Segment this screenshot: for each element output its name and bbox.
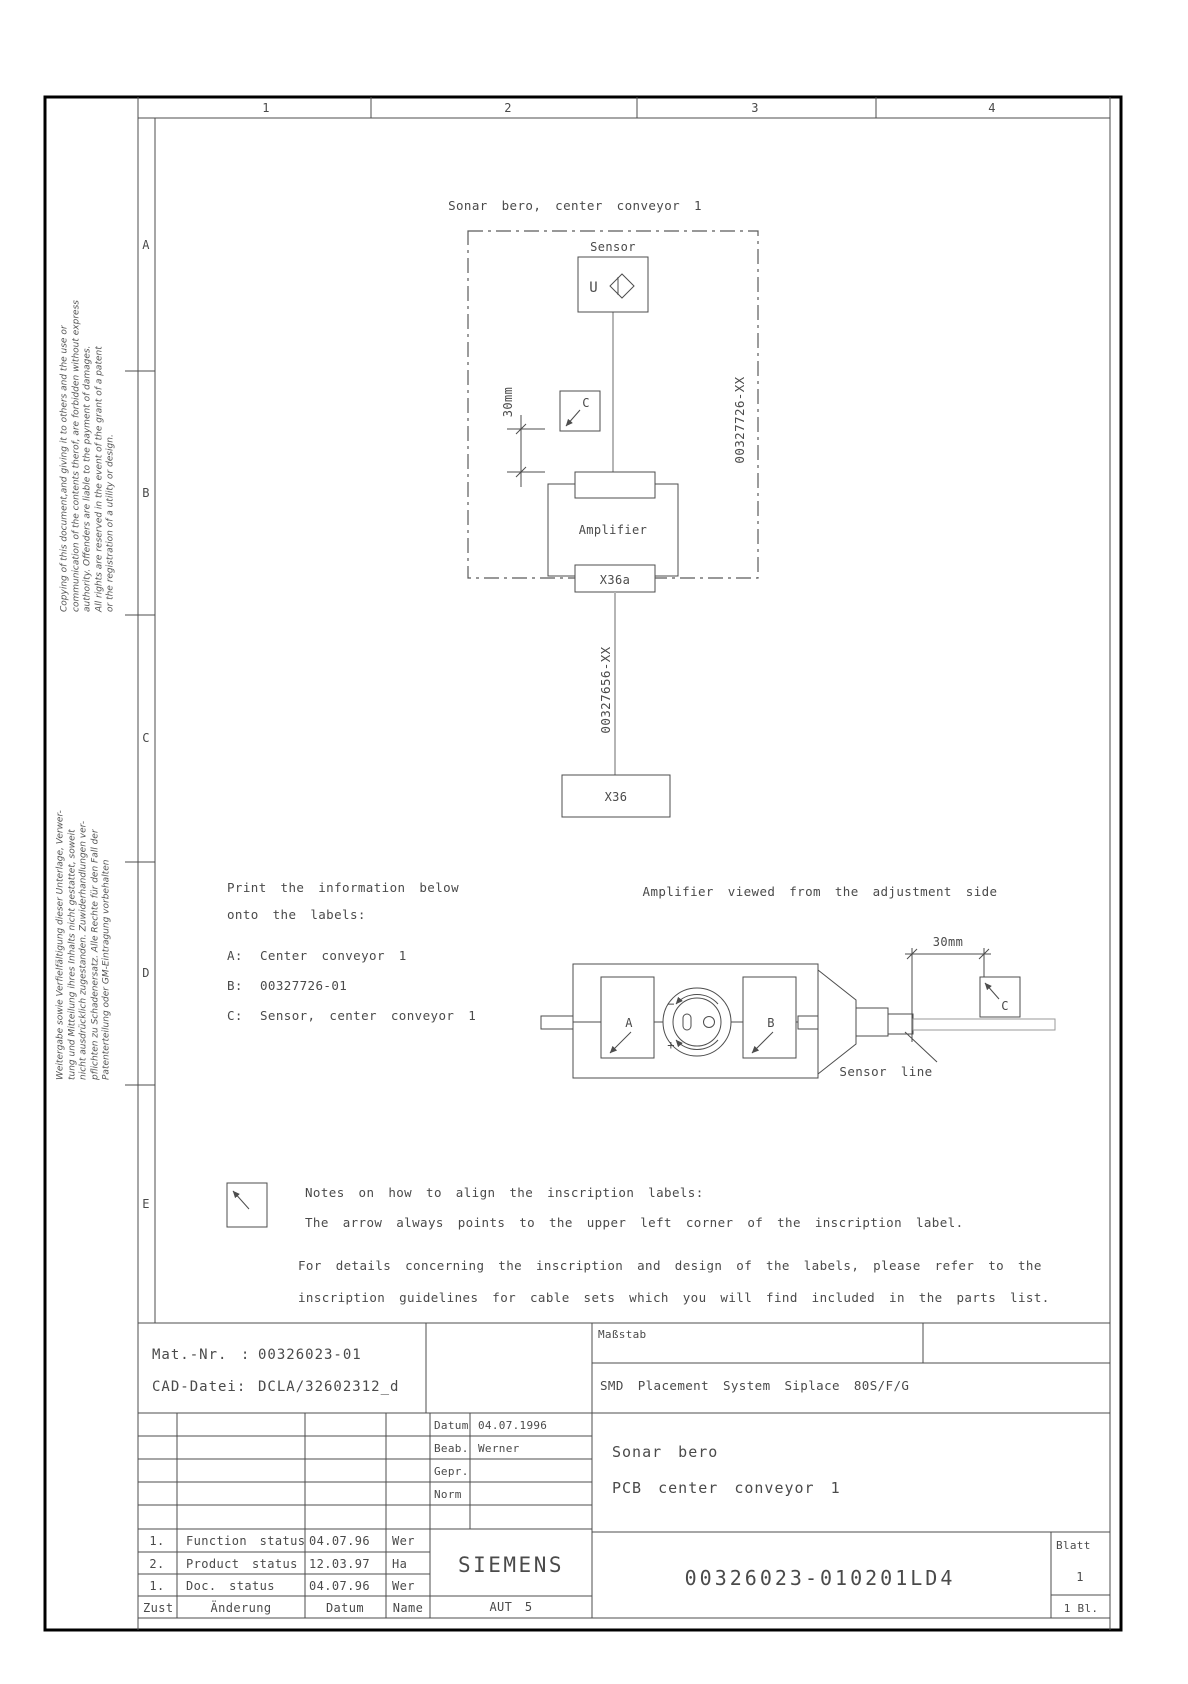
copyright-line: Weitergabe sowie Verfielfältigung dieser Unterlage, Verwer-: [55, 810, 66, 1080]
revision-aenderung: Product status: [186, 1557, 298, 1571]
approval-label-gepr: Gepr.: [434, 1465, 469, 1478]
alignment-example-box: [227, 1183, 267, 1227]
inscription-label-c2-box: [980, 977, 1020, 1017]
document-number: 00326023-010201LD4: [684, 1566, 956, 1590]
right-connector-stub: [798, 1016, 818, 1029]
label-info-line1: Print the information below: [227, 880, 459, 895]
approval-label-datum: Datum: [434, 1419, 469, 1432]
connector-x36-label: X36: [604, 790, 628, 804]
inscription-label-c2: C: [1001, 999, 1009, 1013]
notes-line1: Notes on how to align the inscription labels:: [305, 1185, 704, 1200]
revision-name: Wer: [392, 1579, 415, 1593]
cable-gland: [818, 970, 913, 1074]
approval-label-beab: Beab.: [434, 1442, 469, 1455]
revision-header-zust: Zust: [143, 1601, 174, 1615]
revision-aenderung: Function status: [186, 1534, 306, 1548]
revision-aenderung: Doc. status: [186, 1579, 275, 1593]
dimension-30mm-schematic: [501, 387, 545, 487]
ruler-col-4: 4: [988, 101, 996, 115]
label-info-line2: onto the labels:: [227, 907, 366, 922]
dimension-30mm-text: 30mm: [932, 935, 964, 949]
revision-name: Wer: [392, 1534, 415, 1548]
title-block: [138, 1323, 1110, 1618]
ruler-row-d: D: [142, 966, 150, 980]
copyright-line: tung und Mitteilung ihres Inhalts nicht gestattet, soweit: [66, 829, 77, 1080]
cad-file-value: DCLA/32602312_d: [258, 1379, 400, 1395]
amplifier-adjustment-view: [541, 884, 1055, 1079]
inscription-label-c: C: [582, 396, 590, 410]
massstab-label: Maßstab: [598, 1328, 647, 1341]
department-label: AUT 5: [489, 1600, 533, 1614]
ruler-col-2: 2: [504, 101, 512, 115]
copyright-line: communication of the contents therof, are forbidden without express: [70, 300, 81, 612]
amplifier-label: Amplifier: [578, 523, 648, 537]
notes-line3: For details concerning the inscription and design of the labels, please refer to the: [298, 1258, 1042, 1273]
doc-title-line2: PCB center conveyor 1: [612, 1479, 841, 1497]
inscription-label-a: A: [625, 1016, 633, 1030]
copyright-line: nicht ausdrücklich zugestanden. Zuwiderhandlungen ver-: [78, 820, 89, 1080]
copyright-line: All rights are reserved in the event of the grant of a patent: [93, 346, 104, 612]
dial-plus-sign: +: [667, 1038, 675, 1052]
notes-line4: inscription guidelines for cable sets which you will find included in the parts list.: [298, 1290, 1050, 1305]
left-connector-stub: [541, 1016, 573, 1029]
cable-number-lower: 00327656-XX: [598, 646, 613, 734]
inscription-label-b: B: [767, 1016, 775, 1030]
mat-nr-value: 00326023-01: [258, 1347, 362, 1363]
ruler-col-1: 1: [262, 101, 270, 115]
approval-value-beab: Werner: [478, 1442, 520, 1455]
sensor-cable: [913, 1019, 1055, 1030]
copyright-line: Patenterteilung oder GM-Eintragung vorbehalten: [101, 859, 112, 1080]
revision-zust: 2.: [149, 1557, 165, 1571]
label-item-c: C: Sensor, center conveyor 1: [227, 1008, 477, 1023]
ruler-row-a: A: [142, 238, 150, 252]
copyright-line: authority. Offenders are liable to the payment of damages.: [82, 345, 93, 612]
blatt-label: Blatt: [1056, 1539, 1091, 1552]
revision-datum: 04.07.96: [309, 1579, 370, 1593]
sheet-ruler-labels: [142, 101, 996, 1211]
cable-number-upper: 00327726-XX: [732, 376, 747, 464]
ruler-row-b: B: [142, 486, 150, 500]
sensor-line-label: Sensor line: [839, 1064, 933, 1079]
dial-minus-sign: −: [667, 997, 675, 1011]
label-item-b: B: 00327726-01: [227, 978, 348, 993]
approval-label-norm: Norm: [434, 1488, 462, 1501]
ruler-row-c: C: [142, 731, 150, 745]
inscription-label-c-box: [560, 391, 600, 431]
alignment-notes: [227, 1183, 1050, 1305]
doc-title-line1: Sonar bero: [612, 1443, 719, 1461]
revision-header-aenderung: Änderung: [210, 1601, 272, 1615]
label-printing-info: [227, 880, 476, 1023]
siemens-logo: SIEMENS: [457, 1553, 565, 1577]
revision-name: Ha: [392, 1557, 408, 1571]
approval-value-datum: 04.07.1996: [478, 1419, 548, 1432]
connector-x36a-label: X36a: [599, 573, 631, 587]
sheet-frame: [45, 97, 1121, 1630]
revision-header-datum: Datum: [325, 1601, 365, 1615]
revision-zust: 1.: [149, 1534, 165, 1548]
mat-nr-label: Mat.-Nr. :: [152, 1347, 251, 1363]
copyright-line: or the registration of a utility or design.: [105, 434, 116, 612]
revision-header-name: Name: [392, 1601, 424, 1615]
sensor-label: Sensor: [590, 240, 636, 254]
dimension-30mm-text: 30mm: [501, 386, 515, 418]
ruler-col-3: 3: [751, 101, 759, 115]
cad-file-label: CAD-Datei:: [152, 1379, 247, 1395]
ruler-row-e: E: [142, 1197, 150, 1211]
system-name: SMD Placement System Siplace 80S/F/G: [600, 1378, 910, 1393]
amplifier-top-connector: [575, 472, 655, 498]
sonar-bero-schematic: [448, 198, 758, 817]
sensor-line-leader: [905, 1032, 937, 1062]
revision-datum: 04.07.96: [309, 1534, 370, 1548]
label-item-a: A: Center conveyor 1: [227, 948, 407, 963]
sensor-symbol-letter: U: [589, 280, 599, 296]
notes-line2: The arrow always points to the upper left corner of the inscription label.: [305, 1215, 964, 1230]
amplifier-view-title: Amplifier viewed from the adjustment side: [642, 884, 998, 899]
sheet-total: 1 Bl.: [1063, 1602, 1099, 1615]
copyright-line: Copying of this document,and giving it to others and the use or: [59, 325, 70, 612]
revision-datum: 12.03.97: [309, 1557, 370, 1571]
sheet-number: 1: [1076, 1570, 1084, 1584]
revision-zust: 1.: [149, 1579, 165, 1593]
copyright-line: pflichten zu Schadenersatz. Alle Rechte für den Fall der: [89, 829, 100, 1080]
schematic-title: Sonar bero, center conveyor 1: [448, 198, 702, 213]
